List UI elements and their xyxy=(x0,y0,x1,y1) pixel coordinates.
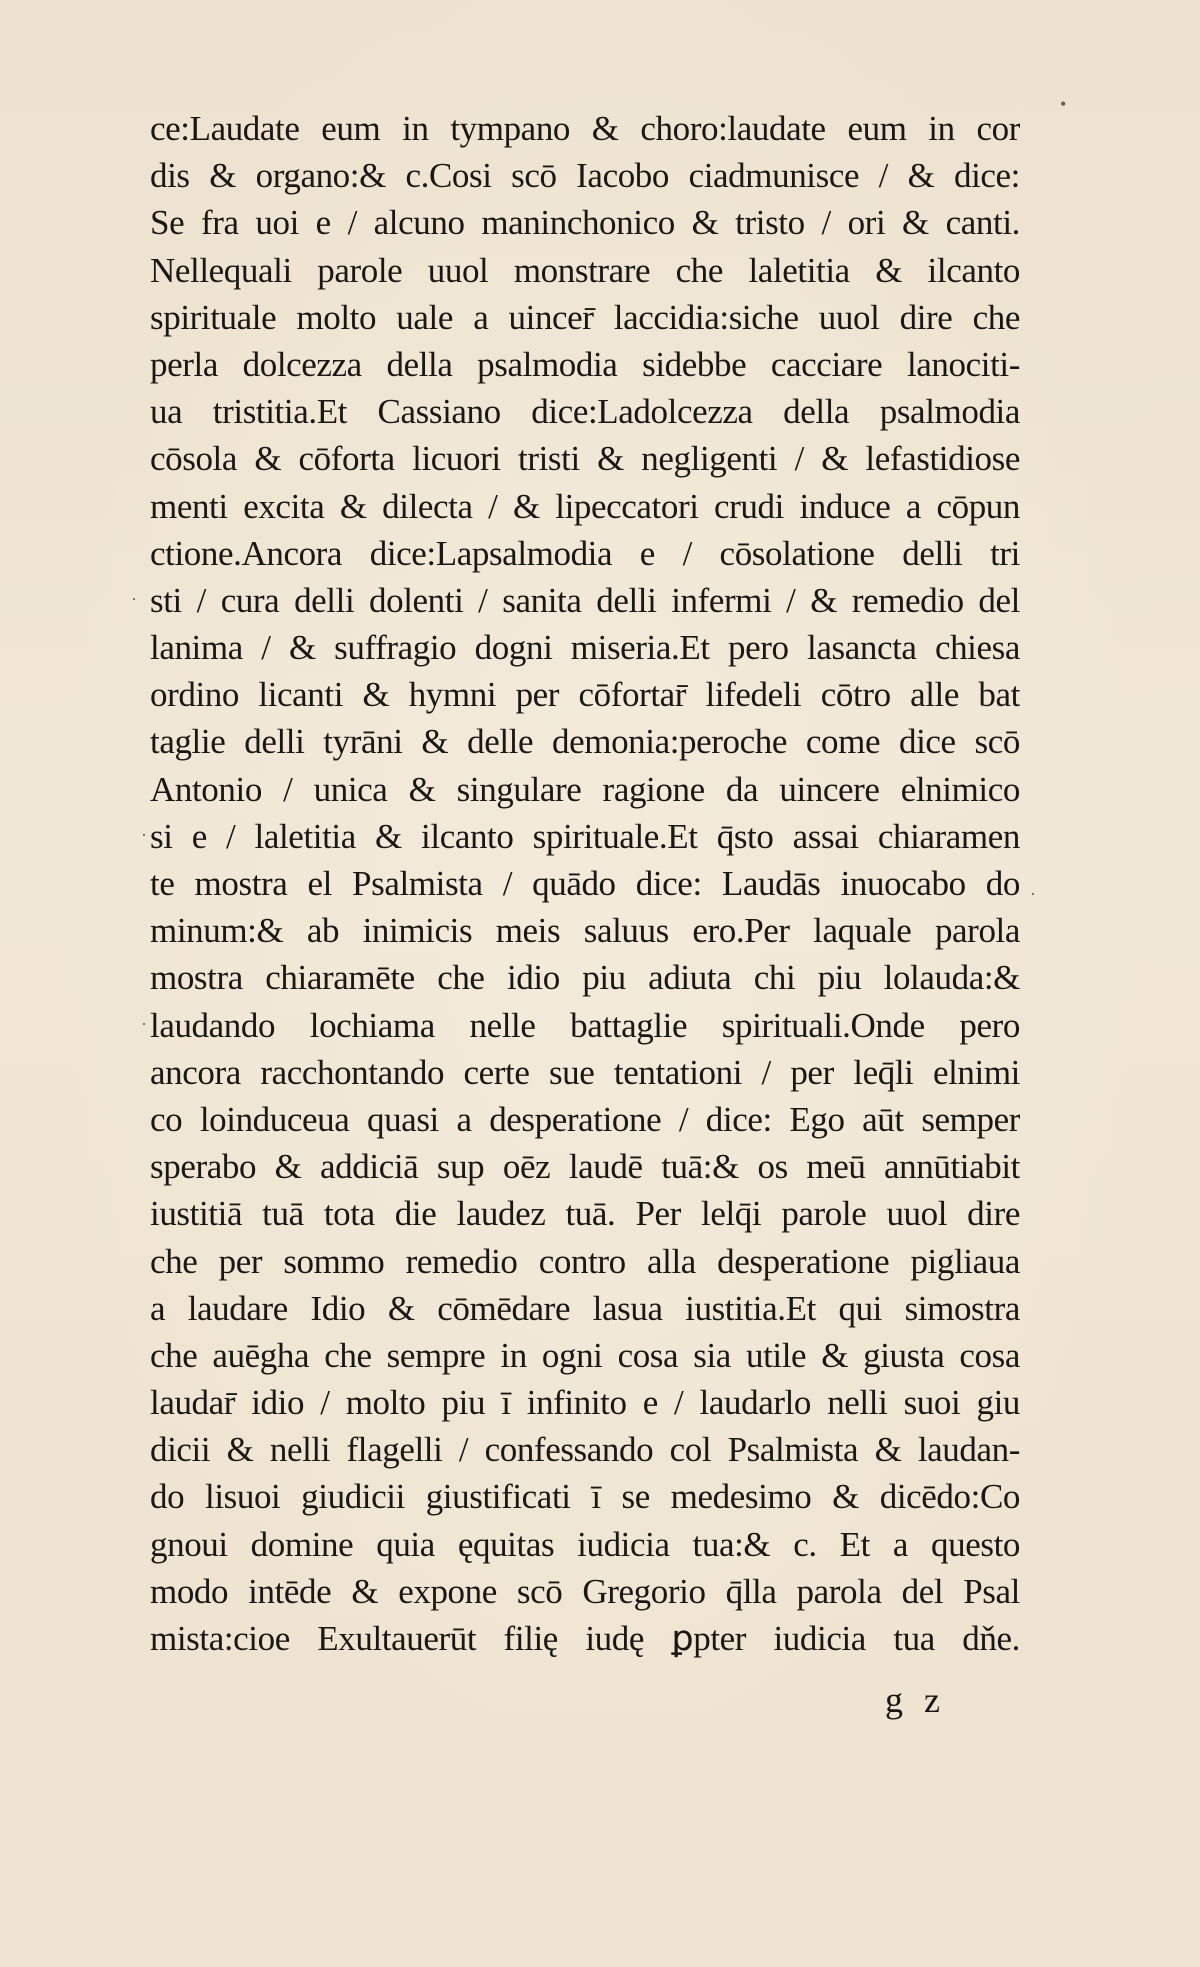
text-line: taglie delli tyrāni & delle demonia:peroche come dice scō xyxy=(150,722,1020,762)
text-line: si e / laletitia & ilcanto spirituale.Et q̄sto assai chiaramen xyxy=(150,816,1020,856)
text-line: che auēgha che sempre in ogni cosa sia utile & giusta cosa xyxy=(150,1335,1020,1375)
text-line: che per sommo remedio contro alla desperatione pigliaua xyxy=(150,1241,1020,1281)
text-block xyxy=(150,105,1020,1662)
text-line: spirituale molto uale a uincer̄ laccidia:siche uuol dire che xyxy=(150,297,1020,337)
text-line: ancora racchontando certe sue tentationi / per leq̄li elnimi xyxy=(150,1052,1020,1092)
text-line: co loinduceua quasi a desperatione / dice: Ego aūt semper xyxy=(150,1099,1020,1139)
text-line: laudando lochiama nelle battaglie spirituali.Onde pero xyxy=(150,1005,1020,1045)
text-line: sti / cura delli dolenti / sanita delli infermi / & remedio del xyxy=(150,580,1020,620)
margin-dot: · xyxy=(141,825,147,845)
text-line: te mostra el Psalmista / quādo dice: Laudās inuocabo do xyxy=(150,864,1020,903)
text-line: ce:Laudate eum in tympano & choro:laudate eum in cor xyxy=(150,109,1020,148)
text-line: ordino licanti & hymni per cōfortar̄ lifedeli cōtro alle bat xyxy=(150,675,1020,715)
text-line: gnoui domine quia ęquitas iudicia tua:& c. Et a questo xyxy=(150,1524,1020,1564)
text-line: lanima / & suffragio dogni miseria.Et pero lasancta chiesa xyxy=(150,628,1020,668)
text-line: menti excita & dilecta / & lipeccatori crudi induce a cōpun xyxy=(150,486,1020,526)
margin-dot: · xyxy=(141,1014,147,1034)
text-line: laudar̄ idio / molto piu ī infinito e / laudarlo nelli suoi giu xyxy=(150,1383,1020,1423)
text-line: ctione.Ancora dice:Lapsalmodia e / cōsolatione delli tri xyxy=(150,533,1020,573)
text-line: ua tristitia.Et Cassiano dice:Ladolcezza della psalmodia xyxy=(150,392,1020,432)
text-line: cōsola & cōforta licuori tristi & negligenti / & lefastidiose xyxy=(150,439,1020,479)
text-line: iustitiā tuā tota die laudez tuā. Per lelq̄i parole uuol dire xyxy=(150,1194,1020,1234)
margin-dot: · xyxy=(1030,884,1036,904)
text-line: Se fra uoi e / alcuno maninchonico & tristo / ori & canti. xyxy=(150,203,1020,243)
text-line: dis & organo:& c.Cosi scō Iacobo ciadmunisce / & dice: xyxy=(150,156,1020,196)
text-line: do lisuoi giudicii giustificati ī se medesimo & dicēdo:Co xyxy=(150,1477,1020,1517)
margin-dot: · xyxy=(131,589,137,609)
signature-mark: g z xyxy=(885,1680,946,1720)
text-line: mostra chiaramēte che idio piu adiuta chi piu lolauda:& xyxy=(150,958,1020,998)
text-line: dicii & nelli flagelli / confessando col Psalmista & laudan- xyxy=(150,1430,1020,1470)
text-line: Antonio / unica & singulare ragione da uincere elnimico xyxy=(150,769,1020,809)
text-line: Nellequali parole uuol monstrare che laletitia & ilcanto xyxy=(150,250,1020,290)
text-line: modo intēde & expone scō Gregorio q̄lla parola del Psal xyxy=(150,1571,1020,1611)
text-line: sperabo & addiciā sup oēz laudē tuā:& os meū annūtiabit xyxy=(150,1147,1020,1187)
text-line: perla dolcezza della psalmodia sidebbe cacciare lanociti- xyxy=(150,344,1020,384)
text-line: minum:& ab inimicis meis saluus ero.Per laquale parola xyxy=(150,911,1020,951)
text-line: mista:cioe Exultauerūt filię iudę ꝑpter iudicia tua dňe. xyxy=(150,1619,1020,1658)
text-line: a laudare Idio & cōmēdare lasua iustitia.Et qui simostra xyxy=(150,1288,1020,1328)
ink-speck: • xyxy=(1060,94,1067,114)
